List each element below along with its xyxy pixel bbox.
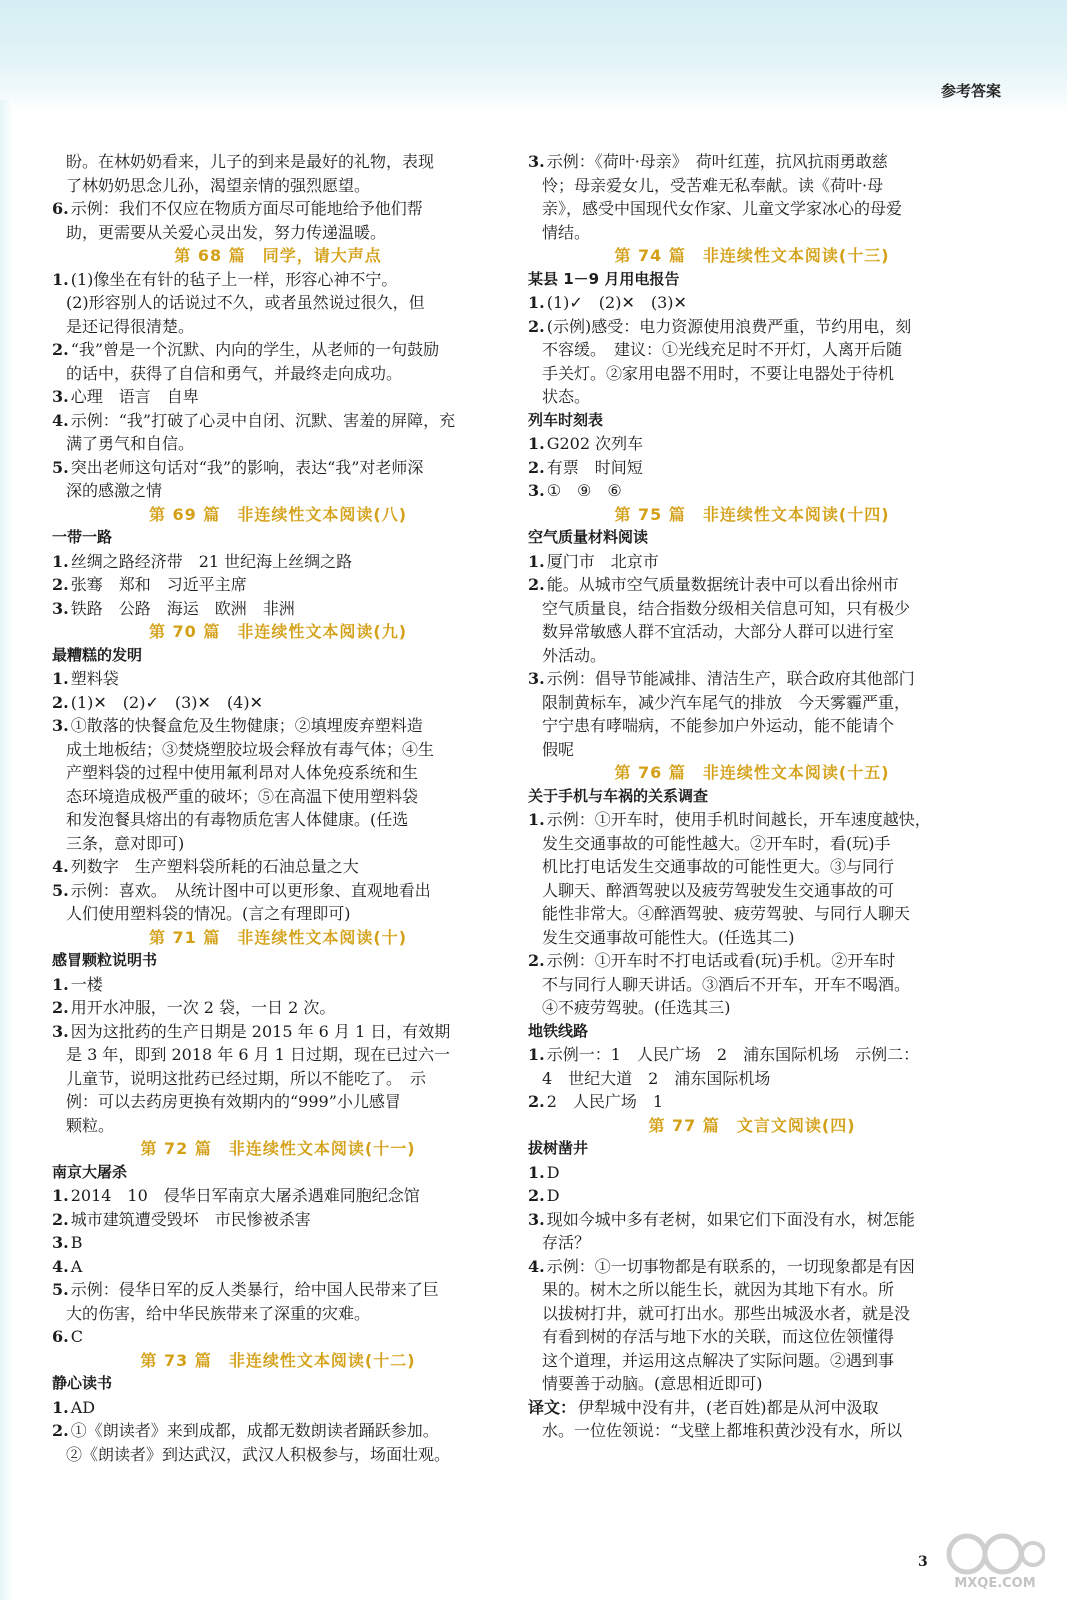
continuation-line: [528, 996, 976, 1020]
continuation-line: [52, 738, 504, 762]
line-text: 机比打电话发生交通事故的可能性更大。③与同行: [542, 857, 895, 876]
continuation-line: [52, 1114, 504, 1138]
passage-title-text: 最糟糕的发明: [52, 645, 143, 664]
section-heading-text: 第 74 篇 非连续性文本阅读(十三): [614, 246, 890, 265]
passage-title-text: 地铁线路: [528, 1021, 589, 1040]
line-text: 假呢: [542, 739, 575, 759]
item-text: (1)✓ (2)✕ (3)✕: [546, 293, 687, 312]
continuation-line: [528, 1419, 976, 1443]
item-number: 2.: [528, 1186, 545, 1205]
line-text: ④不疲劳驾驶。(任选其三): [542, 998, 731, 1017]
header-band: [0, 0, 1067, 112]
continuation-line: [528, 691, 976, 715]
item-text: 用开水冲服，一次 2 袋，一日 2 次。: [70, 998, 336, 1017]
passage-title: [52, 949, 504, 973]
passage-title-text: 拔树凿井: [528, 1139, 589, 1157]
answer-item: [52, 879, 504, 903]
line-text: 4 世纪大道 2 浦东国际机场: [542, 1068, 771, 1088]
item-text: 塑料袋: [70, 669, 119, 688]
passage-title-text: 列车时刻表: [528, 410, 604, 429]
answer-item: [52, 1020, 504, 1044]
passage-title: [528, 1137, 976, 1161]
section-heading-text: 第 77 篇 文言文阅读(四): [648, 1115, 856, 1135]
item-number: 1.: [52, 551, 69, 571]
passage-title: [52, 644, 504, 668]
line-text: (2)形容别人的话说过不久，或者虽然说过很久，但: [66, 293, 425, 312]
item-text: B: [70, 1233, 83, 1252]
answer-item: [528, 550, 976, 574]
answer-item: [528, 456, 976, 480]
item-text: ①散落的快餐盒危及生物健康；②填埋废弃塑料造: [70, 716, 423, 735]
item-text: 心理 语言 自卑: [70, 387, 199, 406]
item-number: 2.: [52, 575, 69, 594]
continuation-line: [52, 902, 504, 926]
item-number: 2.: [52, 692, 69, 712]
item-text: C: [70, 1327, 83, 1346]
answer-item: [528, 1043, 976, 1067]
item-text: 一楼: [70, 974, 103, 994]
item-number: 2.: [528, 316, 545, 336]
continuation-line: [528, 1302, 976, 1326]
passage-title: [528, 268, 976, 292]
item-number: 3.: [52, 387, 69, 406]
answer-item: [528, 291, 976, 315]
passage-title: [52, 526, 504, 550]
continuation-line: [528, 174, 976, 198]
line-text: 助，更需要从关爱心灵出发，努力传递温暖。: [66, 222, 387, 242]
continuation-line: [528, 902, 976, 926]
answer-item: [52, 338, 504, 362]
answer-item: [528, 949, 976, 973]
answer-item: [528, 150, 976, 174]
item-text: AD: [70, 1397, 96, 1417]
continuation-line: [52, 432, 504, 456]
answer-item: [528, 573, 976, 597]
item-number: 3.: [528, 669, 545, 688]
continuation-line: [528, 879, 976, 903]
line-text: ②《朗读者》到达武汉，武汉人积极参与，场面壮观。: [66, 1444, 451, 1464]
answer-item: [528, 1396, 976, 1420]
continuation-line: [52, 362, 504, 386]
item-number: 1.: [528, 551, 545, 571]
answer-item: [52, 1325, 504, 1349]
item-number: 2.: [52, 1421, 69, 1440]
line-text: 有看到树的存活与地下水的关联，而这位佐领懂得: [542, 1327, 895, 1346]
line-text: 存活？: [542, 1233, 591, 1252]
answer-item: [528, 1161, 976, 1185]
answer-item: [528, 432, 976, 456]
item-text: G202 次列车: [546, 434, 644, 453]
right-column: [528, 150, 976, 1443]
item-number: 1.: [52, 1397, 69, 1417]
answer-item: [528, 1208, 976, 1232]
line-text: 不容缓。 建议：①光线充足时不开灯，人离开后随: [542, 340, 903, 359]
answer-item: [52, 1255, 504, 1279]
item-text: 铁路 公路 海运 欧洲 非洲: [70, 598, 295, 618]
item-text: 突出老师这句话对“我”的影响，表达“我”对老师深: [70, 457, 424, 477]
answer-item: [52, 597, 504, 621]
line-text: 手关灯。②家用电器不用时，不要让电器处于待机: [542, 363, 895, 383]
line-text: 态环境造成极严重的破坏；⑤在高温下使用塑料袋: [66, 786, 419, 806]
passage-title: [528, 1020, 976, 1044]
item-text: 2014 10 侵华日军南京大屠杀遇难同胞纪念馆: [70, 1186, 420, 1205]
continuation-line: [528, 338, 976, 362]
answer-item: [528, 667, 976, 691]
item-number: 6.: [52, 199, 69, 218]
watermark-url: MXQE.COM: [954, 1576, 1036, 1591]
passage-title-text: 某县 1－9 月用电报告: [528, 269, 680, 288]
line-text: 宁宁患有哮喘病，不能参加户外运动，能不能请个: [542, 716, 895, 735]
item-text: 列数字 生产塑料袋所耗的石油总量之大: [70, 857, 359, 876]
item-number: 4.: [528, 1256, 545, 1276]
line-text: 水。一位佐领说：“戈壁上都堆积黄沙没有水，所以: [542, 1421, 903, 1440]
item-number: 3.: [52, 716, 69, 735]
item-number: 3.: [52, 1021, 69, 1041]
item-text: 丝绸之路经济带 21 世纪海上丝绸之路: [70, 551, 353, 571]
answer-item: [528, 1090, 976, 1114]
item-text: 示例：①开车时，使用手机时间越长，开车速度越快，: [546, 810, 931, 829]
line-text: 限制黄标车，减少汽车尾气的排放 今天雾霾严重，: [542, 692, 911, 712]
item-text: (1)像坐在有针的毡子上一样，形容心神不宁。: [70, 269, 398, 289]
line-text: 能性非常大。④醉酒驾驶、疲劳驾驶、与同行人聊天: [542, 904, 911, 923]
section-heading: [528, 761, 976, 785]
line-text: 怜；母亲爱女儿，受苦难无私奉献。读《荷叶·母: [542, 175, 884, 195]
continuation-line: [52, 291, 504, 315]
item-number: 5.: [52, 457, 69, 477]
line-text: 颗粒。: [66, 1115, 115, 1135]
item-number: 1.: [528, 1045, 545, 1064]
section-heading: [528, 244, 976, 268]
answer-item: [528, 315, 976, 339]
item-number: 1.: [52, 269, 69, 289]
section-heading-text: 第 76 篇 非连续性文本阅读(十五): [614, 763, 890, 782]
passage-title: [52, 1372, 504, 1396]
continuation-line: [52, 315, 504, 339]
line-text: 状态。: [542, 387, 591, 406]
line-text: 是还记得很清楚。: [66, 316, 195, 336]
section-heading: [52, 1137, 504, 1161]
line-text: 盼。在林奶奶看来，儿子的到来是最好的礼物，表现: [66, 152, 435, 171]
line-text: 果的。树木之所以能生长，就因为其地下有水。所: [542, 1280, 895, 1299]
answer-item: [52, 996, 504, 1020]
line-text: 了林奶奶思念儿孙，渴望亲情的强烈愿望。: [66, 175, 371, 195]
item-text: 2 人民广场 1: [546, 1092, 664, 1111]
continuation-line: [528, 926, 976, 950]
item-text: 因为这批药的生产日期是 2015 年 6 月 1 日，有效期: [70, 1021, 451, 1041]
continuation-line: [528, 597, 976, 621]
answer-item: [52, 1208, 504, 1232]
item-text: 示例：倡导节能减排、清洁生产，联合政府其他部门: [546, 669, 915, 688]
item-text: 有票 时间短: [546, 457, 643, 477]
item-number: 4.: [52, 1256, 69, 1276]
continuation-line: [528, 738, 976, 762]
continuation-line: [528, 221, 976, 245]
answer-item: [528, 1184, 976, 1208]
continuation-line: [52, 174, 504, 198]
continuation-line: [528, 1325, 976, 1349]
continuation-line: [52, 761, 504, 785]
line-text: 发生交通事故可能性大。(任选其二): [542, 927, 795, 947]
item-number: 4.: [52, 410, 69, 430]
section-heading-text: 第 70 篇 非连续性文本阅读(九): [148, 622, 408, 641]
line-text: 情要善于动脑。(意思相近即可): [542, 1374, 763, 1393]
continuation-line: [52, 479, 504, 503]
passage-title-text: 关于手机与车祸的关系调查: [528, 786, 709, 805]
watermark-logo: [945, 1530, 1045, 1592]
item-number: 1.: [528, 434, 545, 453]
item-text: (1)✕ (2)✓ (3)✕ (4)✕: [70, 692, 263, 712]
line-text: 外活动。: [542, 645, 607, 665]
answer-item: [52, 197, 504, 221]
passage-title-text: 一带一路: [52, 528, 113, 546]
line-text: 数异常敏感人群不宜活动，大部分人群可以进行室: [542, 622, 895, 641]
continuation-line: [528, 1231, 976, 1255]
item-number: 1.: [528, 1162, 545, 1182]
answer-item: [528, 1255, 976, 1279]
item-number: 6.: [52, 1327, 69, 1346]
continuation-line: [528, 1349, 976, 1373]
item-number: 2.: [52, 998, 69, 1017]
line-text: 人聊天、醉酒驾驶以及疲劳驾驶发生交通事故的可: [542, 880, 895, 900]
item-text: (示例)感受：电力资源使用浪费严重，节约用电，刻: [546, 316, 912, 336]
answer-item: [528, 479, 976, 503]
passage-title: [528, 526, 976, 550]
item-number: 2.: [528, 1092, 545, 1111]
item-number: 1.: [52, 1186, 69, 1205]
answer-item: [52, 1419, 504, 1443]
answer-item: [52, 691, 504, 715]
answer-item: [52, 573, 504, 597]
section-heading: [52, 620, 504, 644]
watermark-ring-3: [1022, 1543, 1044, 1565]
answer-item: [52, 1278, 504, 1302]
item-text: A: [70, 1256, 83, 1276]
item-number: 4.: [52, 857, 69, 876]
continuation-line: [52, 1443, 504, 1467]
section-heading: [528, 503, 976, 527]
continuation-line: [528, 1067, 976, 1091]
line-text: 满了勇气和自信。: [66, 434, 195, 453]
answer-item: [52, 1396, 504, 1420]
line-text: 人们使用塑料袋的情况。(言之有理即可): [66, 904, 351, 923]
section-heading: [52, 1349, 504, 1373]
continuation-line: [52, 1090, 504, 1114]
continuation-line: [528, 855, 976, 879]
item-text: 示例一：1 人民广场 2 浦东国际机场 示例二：: [546, 1045, 920, 1064]
line-text: 亲》，感受中国现代女作家、儿童文学家冰心的母爱: [542, 199, 903, 218]
item-text: 示例：“我”打破了心灵中自闭、沉默、害羞的屏障，充: [70, 410, 456, 430]
line-text: 例：可以去药房更换有效期内的“999”小儿感冒: [66, 1092, 401, 1111]
section-heading: [528, 1114, 976, 1138]
continuation-line: [528, 832, 976, 856]
passage-title: [52, 1161, 504, 1185]
item-number: 3.: [52, 1233, 69, 1252]
watermark-ring-2: [985, 1536, 1021, 1572]
continuation-line: [528, 714, 976, 738]
answer-item: [52, 456, 504, 480]
continuation-line: [52, 808, 504, 832]
line-text: 是 3 年，即到 2018 年 6 月 1 日过期，现在已过六一: [66, 1045, 450, 1064]
item-number: 3.: [528, 1209, 545, 1229]
item-text: 能。从城市空气质量数据统计表中可以看出徐州市: [546, 575, 899, 594]
line-text: 空气质量良，结合指数分级相关信息可知，只有极少: [542, 598, 911, 618]
continuation-line: [52, 1043, 504, 1067]
answer-item: [52, 385, 504, 409]
passage-title-text: 空气质量材料阅读: [528, 528, 649, 546]
item-number: 3.: [528, 152, 545, 171]
item-number: 译文：: [528, 1397, 577, 1417]
section-heading-text: 第 69 篇 非连续性文本阅读(八): [148, 504, 408, 524]
item-text: 张骞 郑和 习近平主席: [70, 575, 247, 594]
passage-title-text: 南京大屠杀: [52, 1162, 128, 1181]
item-text: 城市建筑遭受毁坏 市民惨被杀害: [70, 1209, 311, 1229]
item-text: ① ⑨ ⑥: [546, 481, 622, 500]
continuation-line: [528, 1372, 976, 1396]
item-text: 示例：喜欢。 从统计图中可以更形象、直观地看出: [70, 880, 431, 900]
item-text: “我”曾是一个沉默、内向的学生，从老师的一句鼓励: [70, 340, 440, 359]
line-text: 儿童节，说明这批药已经过期，所以不能吃了。 示: [66, 1068, 427, 1088]
section-heading: [52, 503, 504, 527]
page-number: 3: [918, 1554, 928, 1570]
item-number: 3.: [52, 598, 69, 618]
section-heading-text: 第 72 篇 非连续性文本阅读(十一): [140, 1139, 416, 1158]
continuation-line: [528, 362, 976, 386]
continuation-line: [52, 221, 504, 245]
item-number: 1.: [528, 810, 545, 829]
passage-title: [528, 785, 976, 809]
section-heading-text: 第 68 篇 同学，请大声点: [174, 246, 382, 265]
continuation-line: [52, 1302, 504, 1326]
answer-item: [52, 409, 504, 433]
continuation-line: [52, 832, 504, 856]
item-text: 示例：①开车时不打电话或看(玩)手机。②开车时: [546, 951, 896, 970]
answer-item: [528, 808, 976, 832]
answer-item: [52, 550, 504, 574]
item-text: 伊犁城中没有井，(老百姓)都是从河中汲取: [578, 1397, 879, 1417]
item-text: D: [546, 1186, 560, 1205]
page-header-title: 参考答案: [940, 82, 1001, 100]
answer-item: [52, 268, 504, 292]
passage-title-text: 感冒颗粒说明书: [52, 951, 158, 969]
section-heading: [52, 926, 504, 950]
line-text: 大的伤害，给中华民族带来了深重的灾难。: [66, 1303, 371, 1323]
item-number: 1.: [52, 974, 69, 994]
line-text: 产塑料袋的过程中使用氟利昂对人体免疫系统和生: [66, 763, 419, 782]
line-text: 这个道理，并运用这点解决了实际问题。②遇到事: [542, 1350, 895, 1370]
continuation-line: [528, 1278, 976, 1302]
line-text: 成土地板结；③焚烧塑胶垃圾会释放有毒气体；④生: [66, 739, 435, 759]
item-text: 示例：侵华日军的反人类暴行，给中国人民带来了巨: [70, 1280, 439, 1299]
item-text: 示例：我们不仅应在物质方面尽可能地给予他们帮: [70, 199, 423, 218]
section-heading: [52, 244, 504, 268]
continuation-line: [52, 785, 504, 809]
line-text: 不与同行人聊天讲话。③酒后不开车，开车不喝酒。: [542, 974, 911, 994]
line-text: 和发泡餐具熔出的有毒物质危害人体健康。(任选: [66, 810, 409, 829]
item-text: D: [546, 1162, 560, 1182]
passage-title-text: 静心读书: [52, 1374, 113, 1392]
continuation-line: [52, 150, 504, 174]
continuation-line: [528, 644, 976, 668]
item-number: 5.: [52, 880, 69, 900]
answer-item: [52, 714, 504, 738]
continuation-line: [528, 620, 976, 644]
item-number: 2.: [528, 457, 545, 477]
section-heading-text: 第 71 篇 非连续性文本阅读(十): [148, 927, 408, 947]
continuation-line: [52, 1067, 504, 1091]
item-text: 示例：《荷叶·母亲》 荷叶红莲，抗风抗雨勇敢慈: [546, 152, 888, 171]
item-text: 示例：①一切事物都是有联系的，一切现象都是有因: [546, 1256, 915, 1276]
continuation-line: [528, 385, 976, 409]
section-heading-text: 第 73 篇 非连续性文本阅读(十二): [140, 1350, 416, 1370]
answer-item: [52, 1231, 504, 1255]
item-number: 2.: [528, 951, 545, 970]
left-column: [52, 150, 504, 1466]
answer-item: [52, 855, 504, 879]
item-text: ①《朗读者》来到成都，成都无数朗读者踊跃参加。: [70, 1421, 439, 1440]
section-heading-text: 第 75 篇 非连续性文本阅读(十四): [614, 504, 890, 524]
passage-title: [528, 409, 976, 433]
answer-item: [52, 667, 504, 691]
item-number: 3.: [528, 481, 545, 500]
line-text: 以拔树打井，就可打出水。那些出城汲水者，就是没: [542, 1303, 911, 1323]
line-text: 情结。: [542, 222, 591, 242]
continuation-line: [528, 197, 976, 221]
item-number: 2.: [52, 340, 69, 359]
answer-item: [52, 973, 504, 997]
item-number: 1.: [52, 669, 69, 688]
page-edge-tint: [0, 100, 14, 1600]
item-text: 现如今城中多有老树，如果它们下面没有水，树怎能: [546, 1209, 915, 1229]
line-text: 发生交通事故的可能性越大。②开车时，看(玩)手: [542, 833, 891, 853]
item-number: 2.: [528, 575, 545, 594]
line-text: 深的感激之情: [66, 481, 163, 500]
item-text: 厦门市 北京市: [546, 551, 659, 571]
line-text: 三条，意对即可): [66, 833, 185, 853]
watermark-ring-1: [949, 1536, 985, 1572]
item-number: 2.: [52, 1209, 69, 1229]
line-text: 的话中，获得了自信和勇气，并最终走向成功。: [66, 363, 403, 383]
item-number: 1.: [528, 293, 545, 312]
answer-item: [52, 1184, 504, 1208]
item-number: 5.: [52, 1280, 69, 1299]
continuation-line: [528, 973, 976, 997]
